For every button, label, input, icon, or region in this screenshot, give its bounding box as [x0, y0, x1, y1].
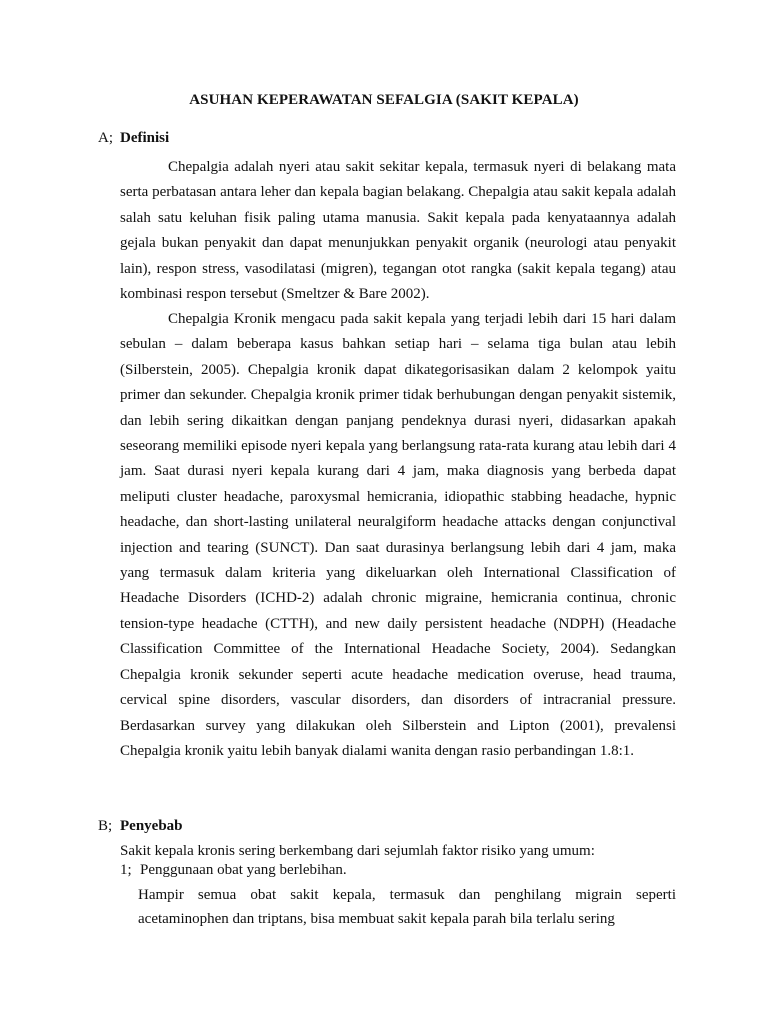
cause-item-1-title: Penggunaan obat yang berlebihan. — [140, 862, 347, 878]
section-b-title: Penyebab — [120, 818, 183, 834]
definition-paragraph-1: Chepalgia adalah nyeri atau sakit sekitar kepala, termasuk nyeri di belakang mata serta perbatasan antara leher dan kepala bagian belakang. Chepalgia atau sakit kepala adalah salah satu keluhan fisik paling utama manusia. Sakit kepala pada kenyataannya adalah gejala bukan penyakit dan dapat menunjukkan penyakit organik (neurologi atau penyakit lain), respon stress, vasodilatasi (migren), tegangan otot rangka (sakit kepala tegang) atau kombinasi respon tersebut (Smeltzer & Bare 2002). — [120, 159, 676, 303]
section-a-title: Definisi — [120, 130, 170, 146]
document-title: ASUHAN KEPERAWATAN SEFALGIA (SAKIT KEPALA) — [189, 92, 579, 108]
section-b-label: B; — [98, 818, 113, 834]
section-a-heading — [98, 130, 169, 147]
cause-item-1-number: 1; — [120, 862, 132, 878]
section-a-label: A; — [98, 130, 113, 146]
section-b-heading — [98, 818, 183, 835]
definition-paragraph-2: Chepalgia Kronik mengacu pada sakit kepala yang terjadi lebih dari 15 hari dalam sebulan – dalam beberapa kasus bahkan setiap hari – selama tiga bulan atau lebih (Silberstein, 2005). Chepalgia kronik dapat dikategorisasikan dalam 2 kelompok yaitu primer dan sekunder. Chepalgia kronik primer tidak berhubungan dengan penyakit sistemik, dan lebih sering dikaitkan dengan panjang pendeknya durasi nyeri, didasarkan apakah seseorang memiliki episode nyeri kepala yang berlangsung rata-rata kurang atau lebih dari 4 jam. Saat durasi nyeri kepala kurang dari 4 jam, maka diagnosis yang berbeda dapat meliputi cluster headache, paroxysmal hemicrania, idiopathic stabbing headache, hypnic headache, dan short-lasting unilateral neuralgiform headache attacks dengan conjunctival injection and tearing (SUNCT). Dan saat durasinya berlangsung lebih dari 4 jam, maka yang termasuk dalam kriteria yang dikeluarkan oleh International Classification of Headache Disorders (ICHD-2) adalah chronic migraine, hemicrania continua, chronic tension-type headache (CTTH), and new daily persistent headache (NDPH) (Headache Classification Committee of the International Headache Society, 2004). Sedangkan Chepalgia kronik sekunder seperti acute headache medication overuse, head trauma, cervical spine disorders, vascular disorders, dan disorders of intracranial pressure. Berdasarkan survey yang dilakukan oleh Silberstein and Lipton (2001), prevalensi Chepalgia kronik yaitu lebih banyak dialami wanita dengan rasio perbandingan 1.8:1. — [120, 311, 676, 759]
cause-item-1-text: Hampir semua obat sakit kepala, termasuk dan penghilang migrain seperti acetaminophen dan triptans, bisa membuat sakit kepala parah bila terlalu sering — [138, 887, 676, 927]
cause-intro: Sakit kepala kronis sering berkembang dari sejumlah faktor risiko yang umum: — [120, 843, 595, 859]
cause-item-1-heading — [120, 862, 676, 879]
